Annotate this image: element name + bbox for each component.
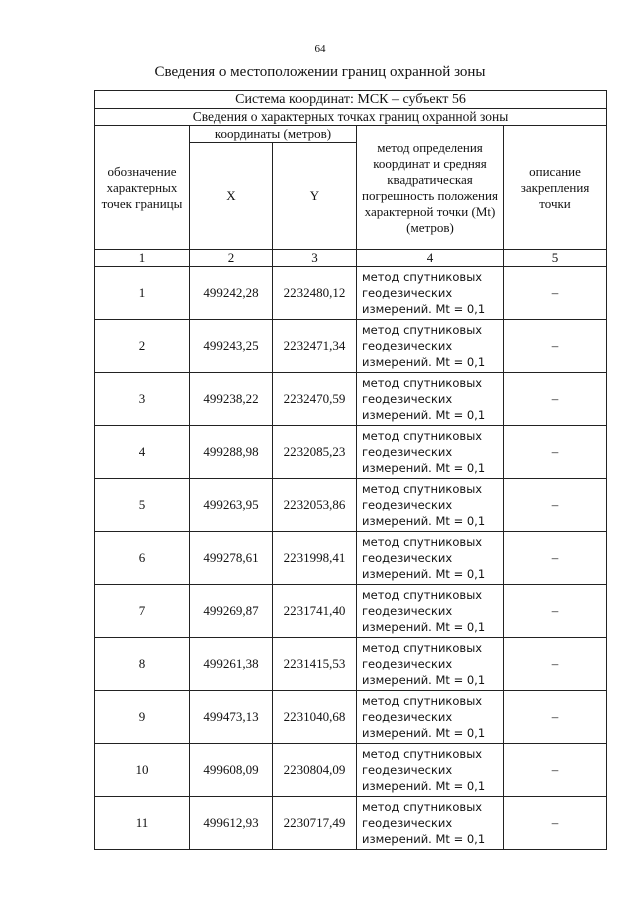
point-number: 2 [95,320,190,373]
method-line: измерений. Mt = 0,1 [362,620,486,634]
point-description: – [504,532,607,585]
method-cell [357,479,504,532]
table-row [95,532,607,585]
point-number: 5 [95,479,190,532]
document-title: Сведения о местоположении границ охранной зоны [154,64,486,80]
method-line: геодезических [362,498,453,512]
point-number: 4 [95,426,190,479]
coordinate-system-row [95,91,607,109]
coordinate-y: 2230717,49 [273,797,357,850]
table-row [95,744,607,797]
method-line: измерений. Mt = 0,1 [362,355,486,369]
section-title-row [95,109,607,126]
coordinate-x: 499288,98 [190,426,273,479]
method-line: геодезических [362,392,453,406]
coordinate-x: 499261,38 [190,638,273,691]
point-description: – [504,797,607,850]
point-description: – [504,426,607,479]
method-line: метод спутниковых [362,800,483,814]
coordinate-y: 2230804,09 [273,744,357,797]
point-number: 1 [95,267,190,320]
method-line: измерений. Mt = 0,1 [362,567,486,581]
point-number: 7 [95,585,190,638]
table-row [95,267,607,320]
column-number: 1 [95,250,190,267]
point-description: – [504,479,607,532]
coordinate-y: 2232480,12 [273,267,357,320]
method-line: геодезических [362,604,453,618]
point-number: 10 [95,744,190,797]
header-coordinates: координаты (метров) [190,126,357,143]
method-cell [357,585,504,638]
point-description: – [504,267,607,320]
method-cell [357,426,504,479]
page-number: 64 [314,43,326,55]
point-number: 9 [95,691,190,744]
coordinate-y: 2232471,34 [273,320,357,373]
column-number: 3 [273,250,357,267]
method-line: геодезических [362,816,453,830]
table-body [95,91,607,850]
method-cell [357,797,504,850]
header-point-designation: обозначение характерных точек границы [95,126,190,250]
method-line: измерений. Mt = 0,1 [362,514,486,528]
method-line: геодезических [362,445,453,459]
method-line: метод спутниковых [362,323,483,337]
method-line: метод спутниковых [362,641,483,655]
point-number: 3 [95,373,190,426]
coordinate-y: 2232470,59 [273,373,357,426]
header-description: описание закрепления точки [504,126,607,250]
method-line: метод спутниковых [362,694,483,708]
method-line: измерений. Mt = 0,1 [362,832,486,846]
coordinate-x: 499269,87 [190,585,273,638]
table-row [95,585,607,638]
coordinate-y: 2232053,86 [273,479,357,532]
coordinate-x: 499243,25 [190,320,273,373]
method-line: измерений. Mt = 0,1 [362,302,486,316]
point-description: – [504,638,607,691]
point-number: 8 [95,638,190,691]
method-cell [357,744,504,797]
method-line: метод спутниковых [362,747,483,761]
method-line: геодезических [362,339,453,353]
coordinate-y: 2231415,53 [273,638,357,691]
method-line: метод спутниковых [362,429,483,443]
coordinate-x: 499263,95 [190,479,273,532]
coordinate-x: 499278,61 [190,532,273,585]
method-cell [357,373,504,426]
header-row [95,126,607,143]
method-line: метод спутниковых [362,376,483,390]
method-line: геодезических [362,286,453,300]
method-line: геодезических [362,551,453,565]
coordinate-x: 499473,13 [190,691,273,744]
method-cell [357,691,504,744]
point-description: – [504,744,607,797]
method-line: измерений. Mt = 0,1 [362,726,486,740]
coordinate-x: 499242,28 [190,267,273,320]
point-number: 11 [95,797,190,850]
coordinate-y: 2232085,23 [273,426,357,479]
method-line: метод спутниковых [362,482,483,496]
method-line: геодезических [362,763,453,777]
point-description: – [504,373,607,426]
table-row [95,373,607,426]
point-number: 6 [95,532,190,585]
column-numbers-row [95,250,607,267]
method-line: метод спутниковых [362,270,483,284]
method-line: геодезических [362,657,453,671]
method-cell [357,638,504,691]
coordinate-x: 499612,93 [190,797,273,850]
point-description: – [504,585,607,638]
coordinate-y: 2231040,68 [273,691,357,744]
table-row [95,797,607,850]
method-cell [357,532,504,585]
column-number: 2 [190,250,273,267]
method-line: измерений. Mt = 0,1 [362,461,486,475]
section-title: Сведения о характерных точках границ охранной зоны [95,109,607,126]
table-row [95,691,607,744]
method-line: измерений. Mt = 0,1 [362,673,486,687]
method-line: метод спутниковых [362,535,483,549]
method-cell [357,320,504,373]
method-line: геодезических [362,710,453,724]
column-number: 5 [504,250,607,267]
method-line: измерений. Mt = 0,1 [362,408,486,422]
coordinate-x: 499238,22 [190,373,273,426]
coordinate-y: 2231998,41 [273,532,357,585]
column-number: 4 [357,250,504,267]
method-cell [357,267,504,320]
point-description: – [504,320,607,373]
point-description: – [504,691,607,744]
coordinate-system: Система координат: МСК – субъект 56 [95,91,607,109]
header-y: Y [273,143,357,250]
coordinate-x: 499608,09 [190,744,273,797]
table-row [95,479,607,532]
header-method: метод определения координат и средняя квадратическая погрешность положения характерной точки (Mt) (метров) [357,126,504,250]
table-row [95,320,607,373]
boundary-points-table [94,90,607,850]
header-x: X [190,143,273,250]
method-line: измерений. Mt = 0,1 [362,779,486,793]
table-row [95,638,607,691]
coordinate-y: 2231741,40 [273,585,357,638]
method-line: метод спутниковых [362,588,483,602]
table-row [95,426,607,479]
